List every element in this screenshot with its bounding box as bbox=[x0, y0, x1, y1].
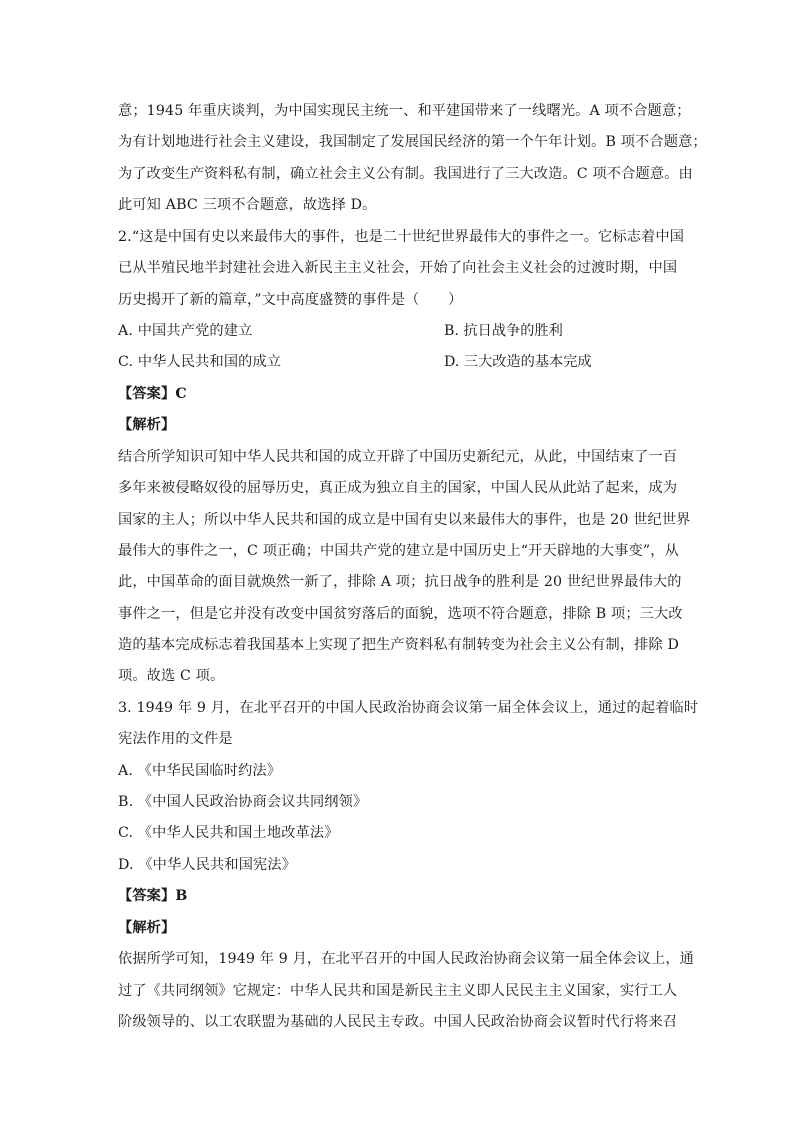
analysis-line: 最伟大的事件之一，C 项正确；中国共产党的建立是中国历史上“开天辟地的大事变”，从 bbox=[118, 543, 679, 559]
paragraph-line: 为有计划地进行社会主义建设，我国制定了发展国民经济的第一个午年计划。B 项不合题意； bbox=[118, 134, 707, 150]
analysis-line: 依据所学可知，1949 年 9 月，在北平召开的中国人民政治协商会议第一届全体会议上，通 bbox=[118, 951, 695, 967]
paragraph-line: 意；1945 年重庆谈判，为中国实现民主统一、和平建国带来了一线曙光。A 项不合题意； bbox=[118, 103, 691, 119]
question-3-stem: 宪法作用的文件是 bbox=[118, 731, 233, 747]
answer-label: 【答案】B bbox=[118, 888, 188, 904]
option-b: B. 抗日战争的胜利 bbox=[444, 323, 563, 339]
option-d: D. 三大改造的基本完成 bbox=[444, 354, 592, 370]
question-3-stem: 3. 1949 年 9 月，在北平召开的中国人民政治协商会议第一届全体会议上，通过的起着临时 bbox=[118, 700, 699, 716]
answer-label: 【答案】C bbox=[118, 386, 187, 402]
option-a: A. 《中华民国临时约法》 bbox=[118, 763, 282, 779]
option-d: D. 《中华人民共和国宪法》 bbox=[118, 857, 297, 873]
option-c: C. 《中华人民共和国土地改革法》 bbox=[118, 825, 339, 841]
question-2-stem: 历史揭开了新的篇章，”文中高度盛赞的事件是（ ） bbox=[118, 292, 463, 308]
analysis-line: 项。故选 C 项。 bbox=[118, 668, 225, 684]
paragraph-line: 为了改变生产资料私有制，确立社会主义公有制。我国进行了三大改造。C 项不合题意。由 bbox=[118, 166, 693, 182]
analysis-line: 结合所学知识可知中华人民共和国的成立开辟了中国历史新纪元，从此，中国结束了一百 bbox=[118, 449, 678, 465]
analysis-line: 造的基本完成标志着我国基本上实现了把生产资料私有制转变为社会主义公有制，排除 D bbox=[118, 637, 680, 653]
option-a: A. 中国共产党的建立 bbox=[118, 323, 253, 339]
question-2-stem: 已从半殖民地半封建社会进入新民主主义社会，开始了向社会主义社会的过渡时期，中国 bbox=[118, 260, 678, 276]
analysis-line: 多年来被侵略奴役的屈辱历史，真正成为独立自主的国家，中国人民从此站了起来，成为 bbox=[118, 480, 678, 496]
analysis-line: 阶级领导的、以工农联盟为基础的人民民主专政。中国人民政治协商会议暂时代行将来召 bbox=[118, 1014, 678, 1030]
analysis-label: 【解析】 bbox=[118, 920, 176, 936]
analysis-line: 此，中国革命的面目就焕然一新了，排除 A 项；抗日战争的胜利是 20 世纪世界最伟大的 bbox=[118, 574, 682, 590]
question-2-stem: 2.“这是中国有史以来最伟大的事件，也是二十世纪世界最伟大的事件之一。它标志着中国 bbox=[118, 229, 685, 245]
analysis-line: 国家的主人；所以中华人民共和国的成立是中国有史以来最伟大的事件，也是 20 世纪世界 bbox=[118, 512, 691, 528]
analysis-line: 过了《共同纲领》它规定：中华人民共和国是新民主主义即人民民主主义国家，实行工人 bbox=[118, 983, 678, 999]
analysis-label: 【解析】 bbox=[118, 417, 176, 433]
option-b: B. 《中国人民政治协商会议共同纲领》 bbox=[118, 794, 368, 810]
paragraph-line: 此可知 ABC 三项不合题意，故选择 D。 bbox=[118, 197, 377, 213]
option-c: C. 中华人民共和国的成立 bbox=[118, 354, 282, 370]
analysis-line: 事件之一，但是它并没有改变中国贫穷落后的面貌，选项不符合题意，排除 B 项；三大改 bbox=[118, 606, 683, 622]
